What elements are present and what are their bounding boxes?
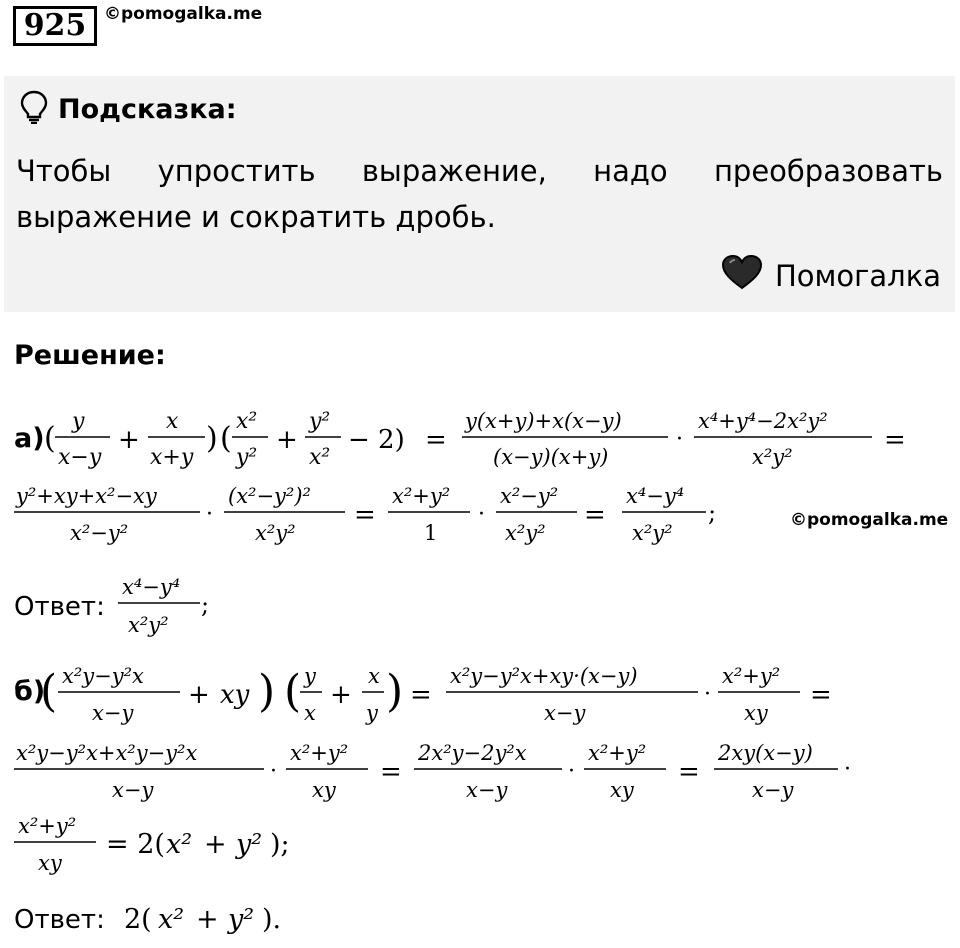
svg-text:y: y bbox=[366, 701, 378, 725]
svg-text:(x−y)(x+y): (x−y)(x+y) bbox=[493, 445, 609, 469]
svg-text:x²: x² bbox=[158, 904, 185, 935]
part-b-line-1 bbox=[14, 664, 832, 725]
svg-text:x−y: x−y bbox=[112, 778, 154, 802]
svg-text:=: = bbox=[584, 500, 606, 530]
svg-text:+: + bbox=[276, 425, 298, 455]
svg-text:x+y: x+y bbox=[150, 445, 194, 470]
svg-text:): ) bbox=[206, 421, 218, 456]
svg-text:x²+y²: x²+y² bbox=[722, 664, 781, 688]
svg-text:+: + bbox=[188, 680, 210, 710]
svg-text:·: · bbox=[270, 759, 277, 784]
svg-text:;: ; bbox=[201, 591, 210, 619]
svg-text:x⁴−y⁴: x⁴−y⁴ bbox=[626, 484, 685, 508]
svg-text:xy: xy bbox=[610, 778, 634, 802]
svg-text:= 2(: = 2( bbox=[106, 829, 165, 860]
svg-text:y²: y² bbox=[236, 445, 258, 470]
svg-text:).: ). bbox=[262, 904, 282, 935]
svg-text:(: ( bbox=[40, 666, 58, 717]
svg-text:=: = bbox=[425, 425, 447, 455]
svg-text:y: y bbox=[72, 409, 85, 434]
svg-text:·: · bbox=[704, 682, 711, 707]
svg-text:·: · bbox=[478, 502, 485, 527]
svg-text:x²: x² bbox=[309, 445, 331, 470]
svg-text:·: · bbox=[568, 759, 575, 784]
svg-text:(x²−y²)²: (x²−y²)² bbox=[228, 484, 311, 508]
svg-text:y(x+y)+x(x−y): y(x+y)+x(x−y) bbox=[465, 409, 622, 433]
svg-text:x⁴−y⁴: x⁴−y⁴ bbox=[122, 575, 181, 599]
svg-text:− 2): − 2) bbox=[348, 425, 405, 455]
svg-text:2xy(x−y): 2xy(x−y) bbox=[718, 741, 813, 765]
brand-name: Помогалка bbox=[775, 258, 941, 293]
hint-text: Чтобы упростить выражение, надо преобразовать выражение и сократить дробь. bbox=[16, 154, 943, 234]
svg-text:x²−y²: x²−y² bbox=[500, 484, 559, 508]
svg-text:(: ( bbox=[284, 666, 302, 717]
svg-text:+: + bbox=[330, 680, 352, 710]
svg-text:y: y bbox=[304, 664, 316, 688]
svg-text:+: + bbox=[204, 829, 227, 860]
svg-text:x−y: x−y bbox=[58, 445, 102, 470]
part-b-label: б) bbox=[14, 676, 46, 707]
svg-text:=: = bbox=[354, 500, 376, 530]
svg-text:y²+xy+x²−xy: y²+xy+x²−xy bbox=[16, 484, 157, 508]
svg-text:x²y²: x²y² bbox=[752, 445, 793, 469]
svg-text:x−y: x−y bbox=[466, 778, 508, 802]
svg-text:=: = bbox=[410, 680, 432, 710]
svg-text:y²: y² bbox=[309, 409, 331, 434]
part-a-label: а) bbox=[14, 423, 45, 454]
svg-text:x²y²: x²y² bbox=[128, 613, 169, 637]
svg-text:x²y−y²x: x²y−y²x bbox=[62, 664, 144, 688]
svg-text:y²: y² bbox=[236, 829, 263, 860]
svg-text:·: · bbox=[206, 502, 213, 527]
answer-b-label: Ответ: bbox=[14, 905, 105, 935]
svg-text:x: x bbox=[304, 701, 316, 725]
svg-text:=: = bbox=[678, 757, 700, 787]
svg-text:2x²y−2y²x: 2x²y−2y²x bbox=[418, 741, 527, 765]
svg-text:;: ; bbox=[708, 499, 717, 527]
answer-b bbox=[14, 904, 281, 935]
watermark-mid: ©pomogalka.me bbox=[790, 510, 949, 530]
answer-a bbox=[14, 575, 209, 637]
svg-text:x²y²: x²y² bbox=[505, 521, 546, 545]
svg-text:x²+y²: x²+y² bbox=[588, 741, 647, 765]
svg-text:1: 1 bbox=[424, 521, 438, 545]
svg-text:x: x bbox=[166, 409, 179, 434]
svg-text:+: + bbox=[118, 425, 140, 455]
svg-text:x²+y²: x²+y² bbox=[290, 741, 349, 765]
svg-text:x²−y²: x²−y² bbox=[70, 521, 129, 545]
svg-text:+: + bbox=[196, 904, 219, 935]
svg-text:xy: xy bbox=[744, 701, 768, 725]
svg-text:·: · bbox=[844, 757, 851, 782]
svg-text:xy: xy bbox=[312, 778, 336, 802]
svg-text:x²+y²: x²+y² bbox=[18, 814, 77, 838]
part-a-line-1 bbox=[14, 409, 906, 470]
svg-text:xy: xy bbox=[220, 680, 250, 710]
svg-text:x⁴+y⁴−2x²y²: x⁴+y⁴−2x²y² bbox=[698, 409, 828, 433]
svg-text:(: ( bbox=[44, 421, 56, 456]
hint-title: Подсказка: bbox=[58, 93, 237, 125]
svg-text:(: ( bbox=[220, 421, 232, 456]
problem-number: 925 bbox=[13, 6, 97, 46]
svg-text:): ) bbox=[258, 666, 276, 717]
svg-text:x−y: x−y bbox=[92, 701, 134, 725]
svg-text:xy: xy bbox=[38, 851, 62, 875]
svg-text:=: = bbox=[810, 680, 832, 710]
part-b-line-3 bbox=[14, 814, 290, 875]
svg-text:2(: 2( bbox=[124, 904, 152, 935]
svg-text:);: ); bbox=[270, 829, 290, 860]
watermark-top: ©pomogalka.me bbox=[104, 4, 263, 24]
svg-text:x²+y²: x²+y² bbox=[392, 484, 451, 508]
svg-text:·: · bbox=[676, 427, 683, 452]
part-b-line-2 bbox=[14, 741, 851, 802]
svg-text:): ) bbox=[386, 666, 404, 717]
answer-a-label: Ответ: bbox=[14, 592, 105, 622]
svg-text:=: = bbox=[884, 425, 906, 455]
svg-text:=: = bbox=[380, 757, 402, 787]
svg-text:x²: x² bbox=[166, 829, 193, 860]
svg-text:x−y: x−y bbox=[752, 778, 794, 802]
svg-text:x²y²: x²y² bbox=[255, 521, 296, 545]
solution-title: Решение: bbox=[14, 340, 166, 371]
svg-text:x: x bbox=[368, 664, 380, 688]
part-a-line-2 bbox=[14, 484, 716, 545]
svg-text:y²: y² bbox=[228, 904, 255, 935]
svg-text:x²y²: x²y² bbox=[632, 521, 673, 545]
svg-text:x²: x² bbox=[236, 409, 258, 434]
svg-text:x−y: x−y bbox=[544, 701, 586, 725]
svg-text:x²y−y²x+x²y−y²x: x²y−y²x+x²y−y²x bbox=[16, 741, 198, 765]
svg-text:x²y−y²x+xy·(x−y): x²y−y²x+xy·(x−y) bbox=[450, 664, 638, 688]
